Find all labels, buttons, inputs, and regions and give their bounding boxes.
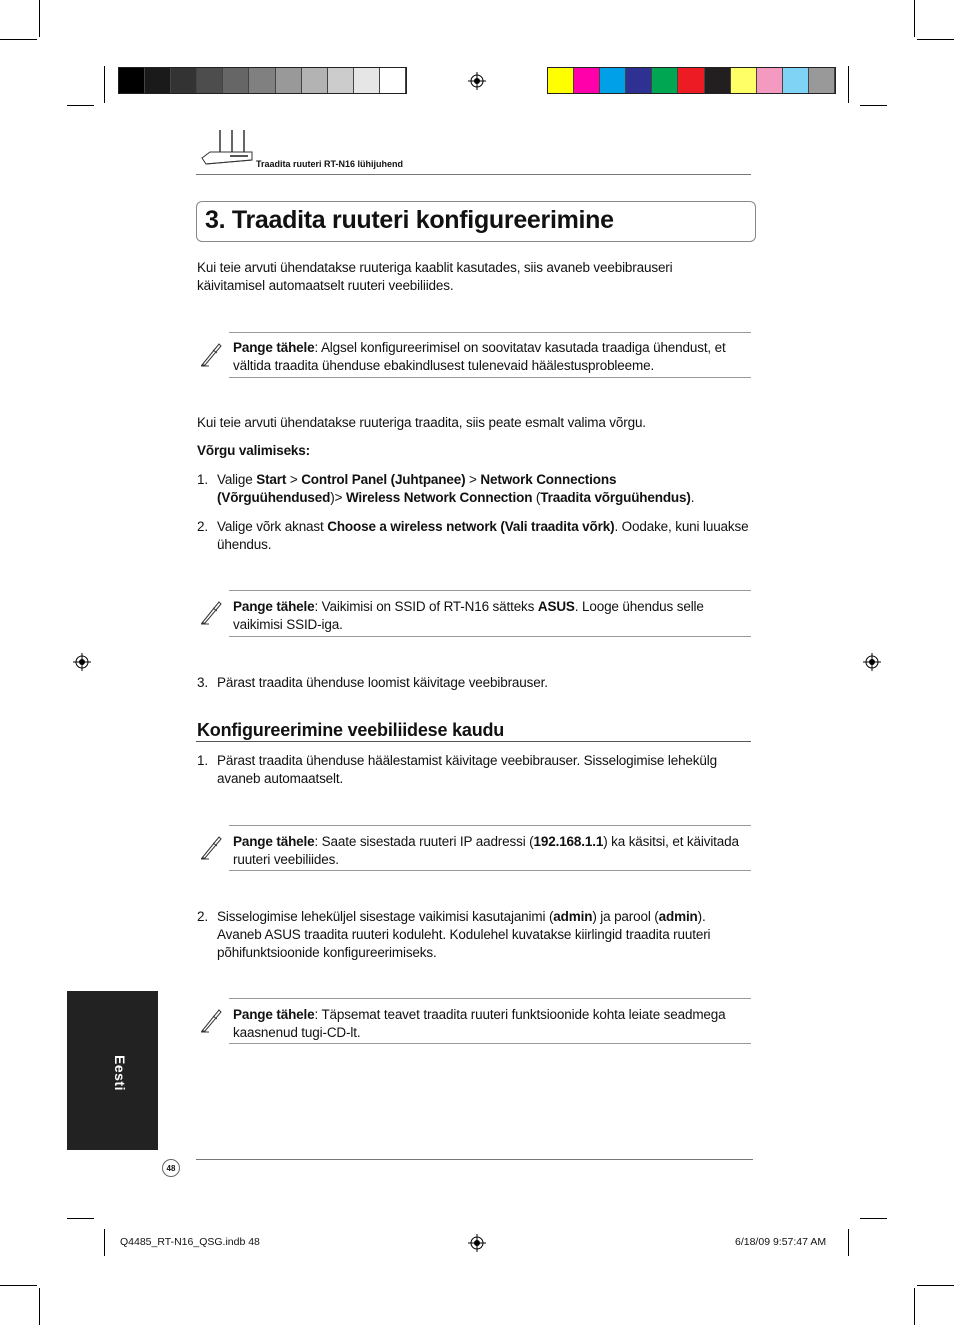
registration-mark-icon (468, 72, 486, 90)
crop-mark (67, 1218, 94, 1219)
page-number: 48 (162, 1159, 180, 1177)
color-swatch (705, 68, 731, 93)
color-swatch (574, 68, 600, 93)
note-label: Pange tähele (233, 1007, 315, 1022)
crop-mark (848, 1229, 849, 1256)
crop-mark (39, 0, 40, 37)
intro-paragraph: Kui teie arvuti ühendatakse ruuteriga kaablit kasutades, siis avaneb veebibrauseri käivitamisel automaatselt ruuteri veebiliides. (197, 260, 673, 293)
pen-note-icon (199, 833, 223, 861)
color-swatch (302, 68, 328, 93)
crop-mark (848, 66, 849, 103)
color-swatch (145, 68, 171, 93)
registration-mark-icon (468, 1234, 486, 1252)
color-swatch (249, 68, 275, 93)
color-swatch (276, 68, 302, 93)
crop-mark (914, 0, 915, 37)
registration-mark-icon (863, 653, 881, 671)
note-divider (229, 998, 751, 999)
color-swatch (757, 68, 783, 93)
router-icon (200, 128, 254, 168)
note-label: Pange tähele (233, 834, 315, 849)
color-swatch (731, 68, 757, 93)
note-text: Pange tähele: Saate sisestada ruuteri IP aadressi (192.168.1.1) ka käsitsi, et käivitada ruuteri veebiliides. (233, 834, 739, 867)
note-text: Pange tähele: Täpsemat teavet traadita ruuteri funktsioonide kohta leiate seadmega kaasnenud tugi-CD-lt. (233, 1007, 726, 1040)
web-step-2: 2. Sisselogimise leheküljel sisestage vaikimisi kasutajanimi (admin) ja parool (admin). Avaneb ASUS traadita ruuteri koduleht. Kodulehel kuvatakse kiirlingid traadita ruuteri põhifunktsioonide konfigureerimiseks. (197, 909, 711, 960)
note-divider (229, 870, 751, 871)
web-step-1: 1. Pärast traadita ühenduse häälestamist käivitage veebibrauser. Sisselogimise lehekülg avaneb automaatselt. (197, 753, 717, 786)
crop-mark (860, 105, 887, 106)
color-swatch (652, 68, 678, 93)
step-1: 1. Valige Start > Control Panel (Juhtpanee) > Network Connections (Võrguühendused)> Wireless Network Connection (Traadita võrguühendus). (197, 472, 695, 505)
color-swatch (783, 68, 809, 93)
color-swatch (354, 68, 380, 93)
note-divider (229, 590, 751, 591)
pen-note-icon (199, 1006, 223, 1034)
footer-divider (196, 1159, 753, 1160)
crop-mark (914, 1288, 915, 1325)
crop-mark (67, 105, 94, 106)
section-title: Konfigureerimine veebiliidese kaudu (197, 720, 505, 740)
color-swatch (600, 68, 626, 93)
color-swatch (548, 68, 574, 93)
gray-color-bar (118, 67, 407, 94)
select-heading: Võrgu valimiseks: (197, 443, 310, 458)
crop-mark (0, 39, 37, 40)
section-divider (196, 741, 751, 742)
pen-note-icon (199, 340, 223, 368)
color-swatch (380, 68, 406, 93)
step-2: 2. Valige võrk aknast Choose a wireless network (Vali traadita võrk). Oodake, kuni luuakse ühendus. (197, 519, 749, 552)
crop-mark (104, 1229, 105, 1256)
note-label: Pange tähele (233, 340, 315, 355)
color-swatch (626, 68, 652, 93)
note-text: Pange tähele: Vaikimisi on SSID of RT-N16 sätteks ASUS. Looge ühendus selle vaikimisi SSID-iga. (233, 599, 704, 632)
color-swatch (809, 68, 835, 93)
note-divider (229, 636, 751, 637)
step-3: 3. Pärast traadita ühenduse loomist käivitage veebibrauser. (197, 675, 548, 690)
color-swatch (678, 68, 704, 93)
note-divider (229, 377, 751, 378)
crop-mark (917, 39, 954, 40)
note-divider (229, 332, 751, 333)
note-label: Pange tähele (233, 599, 315, 614)
footer-timestamp: 6/18/09 9:57:47 AM (735, 1236, 827, 1248)
crop-mark (104, 66, 105, 103)
color-swatch (328, 68, 354, 93)
pen-note-icon (199, 598, 223, 626)
crop-mark (917, 1285, 954, 1286)
crop-mark (39, 1288, 40, 1325)
note-divider (229, 825, 751, 826)
color-swatch (119, 68, 145, 93)
note-divider (229, 1043, 751, 1044)
cmyk-color-bar (547, 67, 836, 94)
color-swatch (223, 68, 249, 93)
color-swatch (171, 68, 197, 93)
color-swatch (197, 68, 223, 93)
header-divider (196, 174, 751, 175)
crop-mark (860, 1218, 887, 1219)
language-label: Eesti (112, 1055, 128, 1091)
page-title: 3. Traadita ruuteri konfigureerimine (205, 206, 614, 234)
wireless-intro: Kui teie arvuti ühendatakse ruuteriga traadita, siis peate esmalt valima võrgu. (197, 415, 646, 430)
note-text: Pange tähele: Algsel konfigureerimisel on soovitatav kasutada traadiga ühendust, et vältida traadita ühenduse ebakindlusest tulenevaid häälestusprobleeme. (233, 340, 726, 373)
footer-filename: Q4485_RT-N16_QSG.indb 48 (120, 1236, 260, 1248)
crop-mark (0, 1285, 37, 1286)
registration-mark-icon (73, 653, 91, 671)
header-title: Traadita ruuteri RT-N16 lühijuhend (256, 159, 404, 169)
